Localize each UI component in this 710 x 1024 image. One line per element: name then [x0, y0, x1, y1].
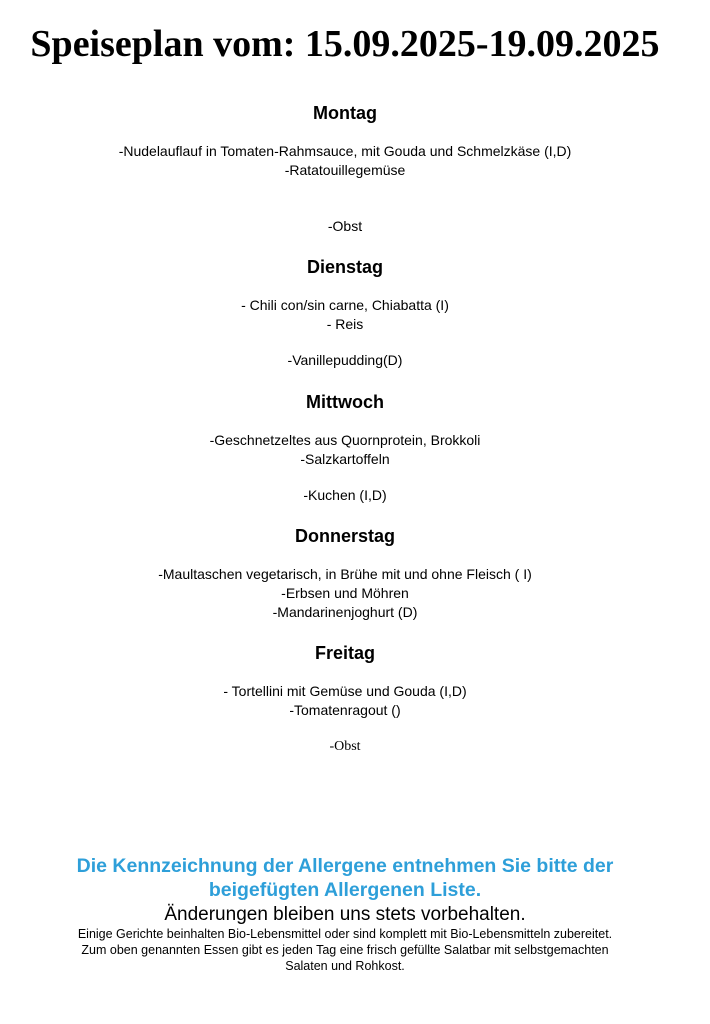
dish-item: -Nudelauflauf in Tomaten-Rahmsauce, mit Gouda und Schmelzkäse (I,D)	[118, 143, 572, 159]
day-heading: Mittwoch	[306, 392, 384, 412]
day-section-dienstag	[0, 256, 690, 370]
bio-note: Einige Gerichte beinhalten Bio-Lebensmittel oder sind komplett mit Bio-Lebensmitteln zubereitet.	[77, 927, 613, 941]
dish-item: -Ratatouillegemüse	[284, 162, 406, 178]
day-heading: Dienstag	[306, 257, 384, 277]
dish-item: - Reis	[326, 316, 364, 332]
footer-notes	[0, 854, 690, 974]
day-heading: Donnerstag	[294, 526, 395, 546]
allergen-note: Die Kennzeichnung der Allergene entnehmen Sie bitte der	[76, 855, 614, 877]
dish-item: -Geschnetzeltes aus Quornprotein, Brokkoli	[209, 432, 481, 448]
salad-note: Zum oben genannten Essen gibt es jeden Tag eine frisch gefüllte Salatbar mit selbstgemachten	[81, 943, 609, 957]
allergen-note: beigefügten Allergenen Liste.	[208, 879, 482, 901]
day-section-donnerstag	[0, 525, 690, 622]
dish-item: -Erbsen und Möhren	[281, 585, 409, 601]
dish-item: -Tomatenragout ()	[289, 702, 401, 718]
dish-item: -Maultaschen vegetarisch, in Brühe mit und ohne Fleisch ( I)	[158, 566, 532, 582]
day-section-mittwoch	[0, 391, 690, 505]
changes-note: Änderungen bleiben uns stets vorbehalten.	[164, 904, 526, 925]
day-section-freitag	[0, 642, 690, 756]
day-heading: Montag	[313, 103, 377, 123]
dish-item: -Salzkartoffeln	[300, 451, 390, 467]
dish-item: -Kuchen (I,D)	[303, 487, 387, 503]
page-title: Speiseplan vom: 15.09.2025-19.09.2025	[30, 23, 660, 65]
dish-item: -Mandarinenjoghurt (D)	[272, 604, 418, 620]
dish-item: - Tortellini mit Gemüse und Gouda (I,D)	[223, 683, 467, 699]
dish-item: -Vanillepudding(D)	[287, 352, 403, 368]
salad-note: Salaten und Rohkost.	[285, 959, 405, 973]
day-heading: Freitag	[314, 643, 375, 663]
day-section-montag	[0, 102, 690, 236]
dish-item: -Obst	[329, 739, 361, 754]
dish-item: - Chili con/sin carne, Chiabatta (I)	[241, 297, 449, 313]
dish-item: -Obst	[327, 218, 363, 234]
